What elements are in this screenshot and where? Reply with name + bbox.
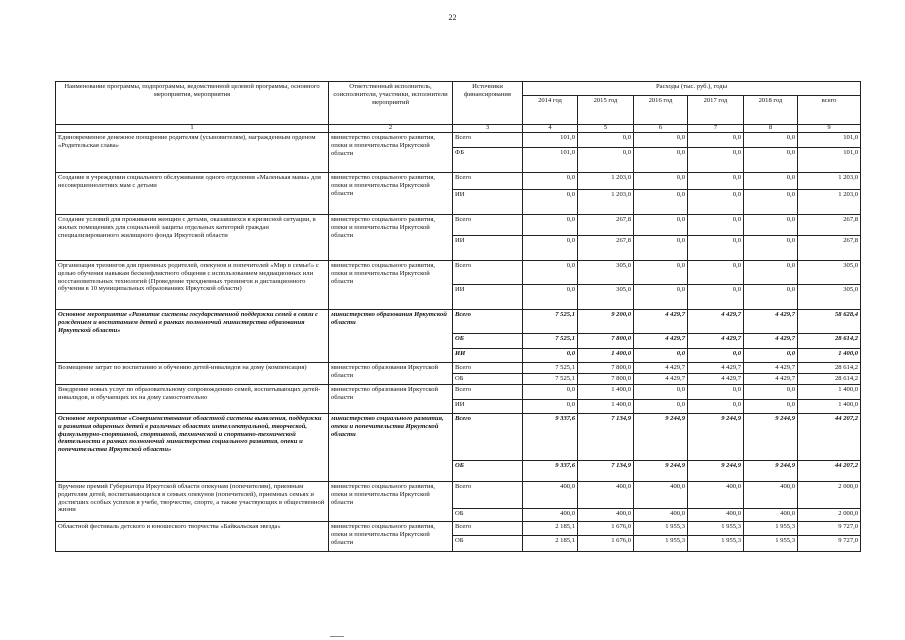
- table-row: [56, 215, 861, 236]
- measure-name: Основное мероприятие «Совершенствование областной системы выявления, поддержки и развития одаренных детей в различных областях интеллектуальной, творческой, физкультурно-спортивной, спортивной, технической и спортивно-технической деятельности в рамках полномочий министерства социального развития, опеки и попечительства Иркутской области»: [56, 414, 329, 482]
- amount-cell: 0,0: [523, 190, 578, 215]
- responsible-executor: министерство образования Иркутской области: [329, 363, 453, 385]
- amount-cell: 7 525,1: [523, 334, 578, 349]
- amount-cell: 400,0: [578, 482, 634, 509]
- amount-cell: 7 525,1: [523, 363, 578, 374]
- measure-name: Областной фестиваль детского и юношеского творчества «Байкальская звезда»: [56, 522, 329, 552]
- responsible-executor: министерство социального развития, опеки и попечительства Иркутской области: [329, 261, 453, 310]
- amount-cell: 0,0: [688, 190, 744, 215]
- amount-cell: 267,8: [578, 236, 634, 261]
- amount-cell: 101,0: [523, 133, 578, 148]
- funding-source: ОБ: [453, 334, 523, 349]
- funding-source: ОБ: [453, 374, 523, 385]
- measure-name: Возмещение затрат по воспитанию и обучению детей-инвалидов на дому (компенсация): [56, 363, 329, 385]
- measure-name: Единовременное денежное поощрение родителям (усыновителям), награжденным орденом «Родительская слава»: [56, 133, 329, 173]
- table-row: [56, 482, 861, 509]
- amount-cell: 1 400,0: [578, 385, 634, 400]
- amount-cell: 7 134,9: [578, 414, 634, 461]
- amount-cell: 0,0: [688, 215, 744, 236]
- header-name: Наименование программы, подпрограммы, ведомственной целевой программы, основного мероприятия, мероприятия: [56, 82, 329, 125]
- funding-source: Всего: [453, 482, 523, 509]
- total-cell: 1 203,0: [798, 190, 861, 215]
- amount-cell: 0,0: [688, 236, 744, 261]
- amount-cell: 0,0: [634, 236, 688, 261]
- total-cell: 1 400,0: [798, 349, 861, 363]
- amount-cell: 0,0: [688, 173, 744, 190]
- amount-cell: 0,0: [634, 261, 688, 285]
- funding-source: Всего: [453, 363, 523, 374]
- amount-cell: 1 955,3: [688, 536, 744, 552]
- total-cell: 101,0: [798, 148, 861, 173]
- amount-cell: 7 134,9: [578, 461, 634, 482]
- funding-source: Всего: [453, 310, 523, 334]
- funding-source: ИИ: [453, 285, 523, 310]
- page-number: 22: [448, 13, 457, 22]
- funding-source: Всего: [453, 173, 523, 190]
- total-cell: 267,8: [798, 236, 861, 261]
- funding-source: Всего: [453, 215, 523, 236]
- column-index: 4: [523, 125, 578, 133]
- total-cell: 101,0: [798, 133, 861, 148]
- responsible-executor: министерство социального развития, опеки и попечительства Иркутской области: [329, 522, 453, 552]
- amount-cell: 9 244,9: [634, 461, 688, 482]
- amount-cell: 305,0: [578, 285, 634, 310]
- table-row: [56, 261, 861, 285]
- total-cell: 44 207,2: [798, 461, 861, 482]
- amount-cell: 0,0: [523, 385, 578, 400]
- amount-cell: 400,0: [578, 509, 634, 522]
- table-row: [56, 522, 861, 536]
- amount-cell: 4 429,7: [688, 363, 744, 374]
- amount-cell: 1 400,0: [578, 400, 634, 414]
- amount-cell: 101,0: [523, 148, 578, 173]
- amount-cell: 0,0: [744, 133, 798, 148]
- amount-cell: 9 200,0: [578, 310, 634, 334]
- column-index-row: [56, 125, 861, 133]
- amount-cell: 7 800,0: [578, 334, 634, 349]
- amount-cell: 0,0: [578, 148, 634, 173]
- responsible-executor: министерство социального развития, опеки и попечительства Иркутской области: [329, 482, 453, 522]
- table-header: [56, 82, 861, 133]
- amount-cell: 1 400,0: [578, 349, 634, 363]
- amount-cell: 0,0: [634, 400, 688, 414]
- amount-cell: 0,0: [634, 385, 688, 400]
- amount-cell: 0,0: [744, 285, 798, 310]
- funding-source: ОБ: [453, 536, 523, 552]
- amount-cell: 4 429,7: [688, 310, 744, 334]
- table-row: [56, 385, 861, 400]
- amount-cell: 4 429,7: [634, 363, 688, 374]
- responsible-executor: министерство социального развития, опеки и попечительства Иркутской области: [329, 133, 453, 173]
- amount-cell: 400,0: [523, 509, 578, 522]
- amount-cell: 0,0: [634, 133, 688, 148]
- amount-cell: 0,0: [688, 285, 744, 310]
- amount-cell: 4 429,7: [634, 310, 688, 334]
- column-index: 9: [798, 125, 861, 133]
- amount-cell: 400,0: [523, 482, 578, 509]
- scan-mark: [330, 636, 344, 637]
- table-row: [56, 363, 861, 374]
- measure-name: Внедрение новых услуг по образовательному сопровождению семей, воспитывающих детей-инвалидов, и обучающих их на дому самостоятельно: [56, 385, 329, 414]
- column-index: 2: [329, 125, 453, 133]
- amount-cell: 0,0: [523, 173, 578, 190]
- amount-cell: 267,8: [578, 215, 634, 236]
- amount-cell: 0,0: [744, 148, 798, 173]
- measure-name: Организация тренингов для приемных родителей, опекунов и попечителей «Мир в семье!» с целью обучения навыкам бесконфликтного общения с использованием медиационных или восстановительных технологий (Проведение трехдневных тренингов и дистанционного обучения в 10 муниципальных образованиях Иркутской области): [56, 261, 329, 310]
- responsible-executor: министерство образования Иркутской области: [329, 310, 453, 363]
- header-year: 2016 год: [634, 96, 688, 125]
- amount-cell: 9 244,9: [688, 414, 744, 461]
- amount-cell: 4 429,7: [634, 374, 688, 385]
- amount-cell: 0,0: [688, 133, 744, 148]
- column-index: 5: [578, 125, 634, 133]
- funding-source: Всего: [453, 385, 523, 400]
- total-cell: 305,0: [798, 261, 861, 285]
- table-row: [56, 133, 861, 148]
- amount-cell: 0,0: [744, 261, 798, 285]
- amount-cell: 0,0: [634, 215, 688, 236]
- header-year: 2014 год: [523, 96, 578, 125]
- total-cell: 28 614,2: [798, 374, 861, 385]
- amount-cell: 400,0: [688, 509, 744, 522]
- amount-cell: 1 203,0: [578, 190, 634, 215]
- funding-source: Всего: [453, 133, 523, 148]
- amount-cell: 0,0: [744, 236, 798, 261]
- total-cell: 1 203,0: [798, 173, 861, 190]
- total-cell: 58 628,4: [798, 310, 861, 334]
- amount-cell: 9 244,9: [688, 461, 744, 482]
- amount-cell: 400,0: [634, 482, 688, 509]
- funding-source: ИИ: [453, 190, 523, 215]
- amount-cell: 2 185,1: [523, 536, 578, 552]
- measure-name: Создание условий для проживания женщин с детьми, оказавшихся в кризисной ситуации, в жилых помещениях для социальной защиты отдельных категорий граждан специализированного жилищного фонда Иркутской области: [56, 215, 329, 261]
- amount-cell: 9 244,9: [744, 414, 798, 461]
- amount-cell: 9 244,9: [744, 461, 798, 482]
- amount-cell: 0,0: [634, 349, 688, 363]
- amount-cell: 0,0: [688, 400, 744, 414]
- amount-cell: 0,0: [578, 133, 634, 148]
- amount-cell: 0,0: [688, 385, 744, 400]
- column-index: 6: [634, 125, 688, 133]
- amount-cell: 7 525,1: [523, 374, 578, 385]
- amount-cell: 1 955,3: [634, 522, 688, 536]
- total-cell: 1 400,0: [798, 385, 861, 400]
- amount-cell: 305,0: [578, 261, 634, 285]
- amount-cell: 9 244,9: [634, 414, 688, 461]
- amount-cell: 9 337,6: [523, 461, 578, 482]
- total-cell: 2 000,0: [798, 482, 861, 509]
- responsible-executor: министерство социального развития, опеки и попечительства Иркутской области: [329, 215, 453, 261]
- total-cell: 28 614,2: [798, 334, 861, 349]
- measure-name: Вручение премий Губернатора Иркутской области опекунам (попечителям), приемным родителям детей, воспитывающихся в семьях опекунов (попечителей), приемных семьях и достигших особых успехов в учебе, творчестве, спорте, а также участвующих в общественной жизни: [56, 482, 329, 522]
- amount-cell: 0,0: [744, 400, 798, 414]
- responsible-executor: министерство социального развития, опеки и попечительства Иркутской области: [329, 173, 453, 215]
- amount-cell: 0,0: [688, 261, 744, 285]
- amount-cell: 1 203,0: [578, 173, 634, 190]
- amount-cell: 0,0: [523, 215, 578, 236]
- amount-cell: 4 429,7: [744, 310, 798, 334]
- amount-cell: 400,0: [688, 482, 744, 509]
- amount-cell: 4 429,7: [744, 374, 798, 385]
- amount-cell: 0,0: [523, 236, 578, 261]
- amount-cell: 0,0: [523, 285, 578, 310]
- amount-cell: 1 955,3: [744, 536, 798, 552]
- column-index: 3: [453, 125, 523, 133]
- funding-source: ОБ: [453, 461, 523, 482]
- total-cell: 1 400,0: [798, 400, 861, 414]
- amount-cell: 0,0: [634, 190, 688, 215]
- funding-source: Всего: [453, 261, 523, 285]
- responsible-executor: министерство образования Иркутской области: [329, 385, 453, 414]
- amount-cell: 400,0: [744, 509, 798, 522]
- amount-cell: 0,0: [744, 190, 798, 215]
- total-cell: 9 727,0: [798, 522, 861, 536]
- table-body: [56, 133, 861, 552]
- amount-cell: 0,0: [744, 173, 798, 190]
- amount-cell: 0,0: [744, 215, 798, 236]
- amount-cell: 1 676,0: [578, 522, 634, 536]
- amount-cell: 4 429,7: [744, 334, 798, 349]
- amount-cell: 0,0: [523, 349, 578, 363]
- funding-source: ИИ: [453, 400, 523, 414]
- total-cell: 44 207,2: [798, 414, 861, 461]
- header-total: всего: [798, 96, 861, 125]
- column-index: 8: [744, 125, 798, 133]
- amount-cell: 7 800,0: [578, 363, 634, 374]
- amount-cell: 0,0: [744, 349, 798, 363]
- funding-source: ОБ: [453, 509, 523, 522]
- header-sources: Источники финансирования: [453, 82, 523, 125]
- measure-name: Основное мероприятие «Развитие системы государственной поддержки семей в связи с рождением и воспитанием детей в рамках полномочий министерства образования Иркутской области»: [56, 310, 329, 363]
- funding-source: ФБ: [453, 148, 523, 173]
- budget-table: [55, 81, 861, 552]
- amount-cell: 7 800,0: [578, 374, 634, 385]
- amount-cell: 0,0: [634, 285, 688, 310]
- amount-cell: 0,0: [688, 148, 744, 173]
- amount-cell: 7 525,1: [523, 310, 578, 334]
- total-cell: 305,0: [798, 285, 861, 310]
- amount-cell: 0,0: [634, 148, 688, 173]
- total-cell: 28 614,2: [798, 363, 861, 374]
- amount-cell: 4 429,7: [634, 334, 688, 349]
- amount-cell: 0,0: [688, 349, 744, 363]
- header-year: 2017 год: [688, 96, 744, 125]
- total-cell: 267,8: [798, 215, 861, 236]
- table-row: [56, 310, 861, 334]
- amount-cell: 1 955,3: [634, 536, 688, 552]
- header-responsible: Ответственный исполнитель, соисполнители, участники, исполнители мероприятий: [329, 82, 453, 125]
- table-row: [56, 173, 861, 190]
- amount-cell: 1 955,3: [688, 522, 744, 536]
- amount-cell: 4 429,7: [688, 374, 744, 385]
- header-expenses: Расходы (тыс. руб.), годы: [523, 82, 861, 96]
- amount-cell: 4 429,7: [744, 363, 798, 374]
- column-index: 7: [688, 125, 744, 133]
- amount-cell: 400,0: [634, 509, 688, 522]
- total-cell: 2 000,0: [798, 509, 861, 522]
- header-year: 2018 год: [744, 96, 798, 125]
- amount-cell: 0,0: [744, 385, 798, 400]
- column-index: 1: [56, 125, 329, 133]
- amount-cell: 0,0: [523, 261, 578, 285]
- amount-cell: 9 337,6: [523, 414, 578, 461]
- amount-cell: 2 185,1: [523, 522, 578, 536]
- header-year: 2015 год: [578, 96, 634, 125]
- funding-source: Всего: [453, 414, 523, 461]
- funding-source: ИИ: [453, 236, 523, 261]
- measure-name: Создание в учреждении социального обслуживания одного отделения «Маленькая мама» для несовершеннолетних мам с детьми: [56, 173, 329, 215]
- funding-source: ИИ: [453, 349, 523, 363]
- amount-cell: 0,0: [634, 173, 688, 190]
- total-cell: 9 727,0: [798, 536, 861, 552]
- table-row: [56, 414, 861, 461]
- amount-cell: 0,0: [523, 400, 578, 414]
- amount-cell: 400,0: [744, 482, 798, 509]
- responsible-executor: министерство социального развития, опеки и попечительства Иркутской области: [329, 414, 453, 482]
- amount-cell: 4 429,7: [688, 334, 744, 349]
- amount-cell: 1 676,0: [578, 536, 634, 552]
- amount-cell: 1 955,3: [744, 522, 798, 536]
- funding-source: Всего: [453, 522, 523, 536]
